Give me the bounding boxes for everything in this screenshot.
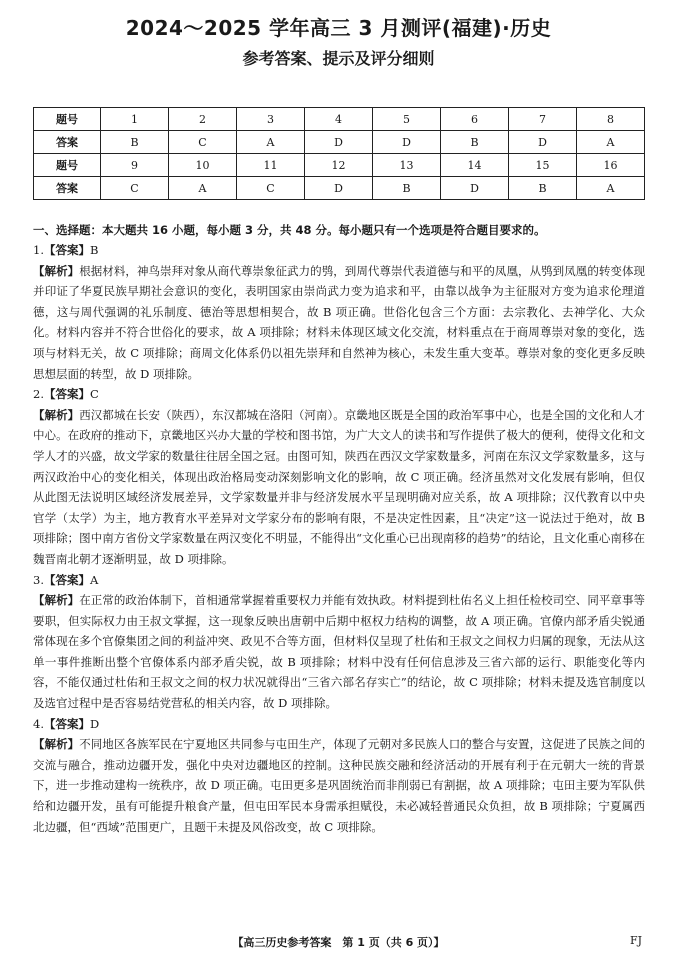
analysis-label: 【解析】 [33, 737, 80, 752]
answer-cell: C [169, 131, 237, 154]
answer-label: 【答案】 [43, 572, 90, 587]
analysis-text: 在正常的政治体制下，首相通常掌握着重要权力并能有效执政。材料提到杜佑名义上担任检校司空、同平章事等要职，但实际权力由王叔文掌握，这一现象反映出唐朝中后期中枢权力结构的调整，故 A 项正确。官僚内部矛盾尖锐通常体现在多个官僚集团之间的利益冲突、政见不合等方面，但材料仅呈现了杜佑和王叔文之间权力归属的现象，无法从这单一事件推断出整个官僚体系内部矛盾尖锐，故 B 项排除；材料中没有任何信息涉及三省六部的运行、职能变化等内容，不能仅通过杜佑和王叔文之间的权力状况就得出“三省六部名存实亡”的结论，故 C 项排除；材料未提及选官制度以及选官过程中是否容易结党营私的相关内容，故 D 项排除。 [33, 593, 646, 711]
page-footer: 【高三历史参考答案 第 1 页（共 6 页）】 [232, 936, 445, 949]
answer-cell: D [373, 131, 441, 154]
row-label: 答案 [34, 177, 101, 200]
analysis-label: 【解析】 [33, 263, 80, 278]
answer-label: 【答案】 [43, 716, 90, 731]
table-answer-row [34, 177, 645, 200]
question-number-cell: 1 [101, 108, 169, 131]
question-number: 2. [33, 387, 44, 402]
question-answer-line [33, 240, 645, 261]
answer-value: C [89, 387, 99, 402]
section-heading: 一、选择题：本大题共 16 小题，每小题 3 分，共 48 分。每小题只有一个选项是符合题目要求的。 [33, 223, 546, 237]
question-number: 4. [33, 716, 44, 731]
row-label: 答案 [34, 131, 101, 154]
analysis-text: 西汉都城在长安（陕西），东汉都城在洛阳（河南）。京畿地区既是全国的政治军事中心，也是全国的文化和人才中心。在政府的推动下，京畿地区兴办大量的学校和图书馆，为广大文人的读书和写作提供了极大的便利，使得文化和文学人才的兴盛，故文学家的数量往往居全国之冠。由图可知，陕西在西汉文学家数量多，河南在东汉文学家数量多，这与两汉政治中心的变化相关，体现出政治格局变动深刻影响文化的影响，故 C 项正确。经济虽然对文化发展有影响，但仅从此图无法说明区域经济发展差异，文学家数量并非与经济发展水平呈现明确对应关系，故 A 项排除；汉代教育以中央官学（太学）为主，地方教育水平差异对文学家分布的影响有限，不是决定性因素，且“决定”这一说法过于绝对，故 B 项排除；图中南方省份文学家数量在两汉变化不明显，不能得出“文化重心已出现南移的趋势”的结论，且文化重心南移在魏晋南北朝才逐渐明显，故 D 项排除。 [33, 407, 646, 566]
question-number-cell: 13 [373, 154, 441, 177]
question-number-cell: 9 [101, 154, 169, 177]
answer-value: A [89, 572, 99, 587]
answer-value: D [89, 716, 100, 731]
answer-explanations [33, 240, 645, 837]
answer-table [33, 107, 645, 200]
question-answer-line [33, 570, 645, 591]
question-number-cell: 3 [237, 108, 305, 131]
question-number: 3. [33, 572, 44, 587]
answer-cell: B [373, 177, 441, 200]
question-number-cell: 5 [373, 108, 441, 131]
answer-cell: D [509, 131, 577, 154]
question-answer-line [33, 714, 645, 735]
page-title: 2024～2025 学年高三 3 月测评(福建)·历史 [125, 16, 552, 40]
answer-label: 【答案】 [43, 387, 90, 402]
question-number-cell: 15 [509, 154, 577, 177]
question-number-cell: 11 [237, 154, 305, 177]
answer-label: 【答案】 [43, 243, 90, 257]
answer-cell: B [509, 177, 577, 200]
question-number-cell: 7 [509, 108, 577, 131]
question-number-cell: 16 [577, 154, 645, 177]
analysis-paragraph [33, 261, 645, 385]
question-answer-line [33, 384, 645, 405]
footer-region-code: FJ [630, 934, 643, 947]
analysis-paragraph [33, 405, 645, 570]
row-label: 题号 [34, 108, 101, 131]
table-answer-row [34, 131, 645, 154]
row-label: 题号 [34, 154, 101, 177]
answer-cell: B [101, 131, 169, 154]
answer-cell: A [237, 131, 305, 154]
answer-cell: C [237, 177, 305, 200]
answer-cell: D [305, 131, 373, 154]
question-number: 1. [33, 243, 44, 257]
answer-cell: D [305, 177, 373, 200]
answer-cell: A [169, 177, 237, 200]
question-number-cell: 8 [577, 108, 645, 131]
question-number-cell: 12 [305, 154, 373, 177]
answer-cell: B [441, 131, 509, 154]
page-subtitle: 参考答案、提示及评分细则 [242, 49, 435, 68]
analysis-paragraph [33, 734, 645, 837]
table-number-row [34, 154, 645, 177]
analysis-label: 【解析】 [33, 593, 80, 608]
question-number-cell: 6 [441, 108, 509, 131]
question-number-cell: 2 [169, 108, 237, 131]
answer-cell: D [441, 177, 509, 200]
question-number-cell: 14 [441, 154, 509, 177]
answer-cell: A [577, 131, 645, 154]
answer-cell: C [101, 177, 169, 200]
analysis-label: 【解析】 [33, 407, 80, 422]
answer-cell: A [577, 177, 645, 200]
analysis-text: 根据材料，神鸟崇拜对象从商代尊崇象征武力的鸮，到周代尊崇代表道德与和平的凤凰，从鸮到凤凰的转变体现并印证了华夏民族早期社会意识的变化，表明国家由崇尚武力变为追求和平，由靠以战争为主征服对方变为追求伦理道德，这与周代强调的礼乐制度、德治等思想相契合，故 B 项正确。世俗化包含三个方面：去宗教化、去神学化、大众化。材料内容并不符合世俗化的要求，故 A 项排除；材料未体现区域文化交流，材料重点在于商周尊崇对象的变化，选项与材料无关，故 C 项排除；商周文化体系仍以祖先崇拜和自然神为核心，未发生重大变革。尊崇对象的变化更多反映思想层面的转型，故 D 项排除。 [33, 263, 646, 381]
question-number-cell: 4 [305, 108, 373, 131]
question-number-cell: 10 [169, 154, 237, 177]
analysis-text: 不同地区各族军民在宁夏地区共同参与屯田生产，体现了元朝对多民族人口的整合与安置，这促进了民族之间的交流与融合，推动边疆开发，强化中央对边疆地区的控制。这种民族交融和经济活动的开展有利于在元朝大一统的背景下，进一步推动建构一统秩序，故 D 项正确。屯田更多是巩固统治而非削弱已有割据，故 A 项排除；屯田主要为军队供给和边疆开发，虽有可能提升粮食产量，但屯田军民本身需承担赋役，未必减轻普通民众负担，故 B 项排除；宁夏属西北边疆，但“西域”范围更广，且题干未提及风俗改变，故 C 项排除。 [33, 737, 646, 834]
table-number-row [34, 108, 645, 131]
analysis-paragraph [33, 590, 645, 714]
answer-value: B [89, 243, 99, 257]
